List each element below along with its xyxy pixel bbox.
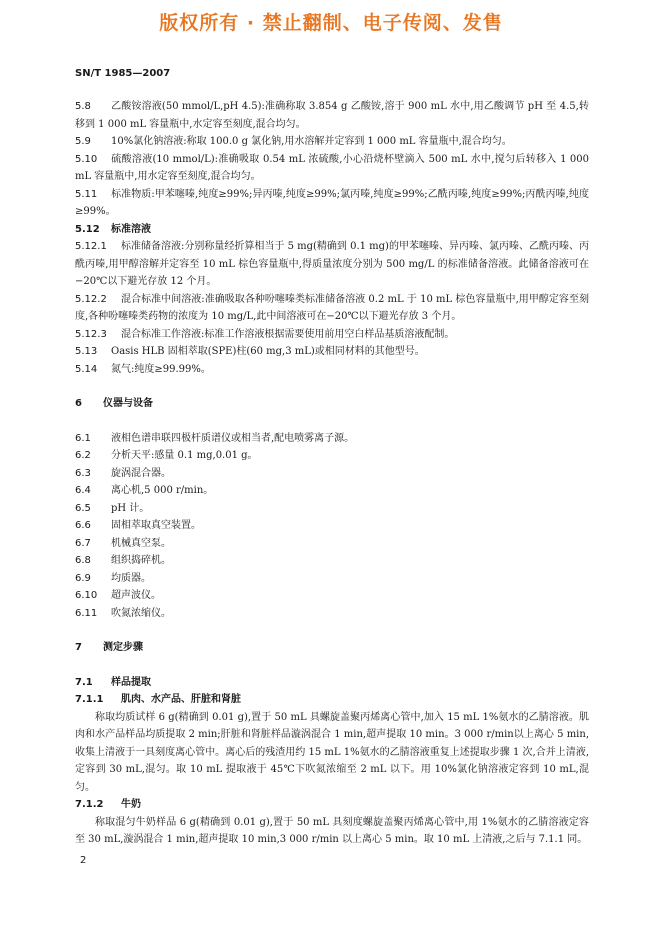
clause-item [75, 447, 589, 465]
clause-number: 5.12.2 [75, 293, 107, 305]
subsection-title: 牛奶 [121, 799, 141, 810]
clause-text: 分析天平:感量 0.1 mg,0.01 g。 [111, 450, 258, 461]
clause-text: Oasis HLB 固相萃取(SPE)柱(60 mg,3 mL)或相同材料的其他型号。 [111, 346, 425, 357]
clause-item [75, 151, 589, 186]
paragraph-7-1-2: 称取混匀牛奶样品 6 g(精确到 0.01 g),置于 50 mL 具刻度螺旋盖聚丙烯离心管中,用 1%氨水的乙腈溶液定容至 30 mL,漩涡混合 1 min,超声提取 10 min,3 000 r/min 以上离心 5 min。取 10 mL 上清液,之后与 7.1.1 同。 [75, 816, 589, 845]
section-7-heading [75, 639, 589, 657]
clause-item [75, 361, 589, 379]
clause-text: 均质器。 [111, 572, 151, 584]
clause-number: 6.4 [75, 485, 91, 496]
clause-text: 吹氮浓缩仪。 [111, 607, 171, 619]
page-number: 2 [80, 855, 87, 866]
clause-number: 6.1 [75, 432, 91, 444]
section-6-heading [75, 395, 589, 413]
clause-number: 6.5 [75, 502, 91, 514]
subsection-7-1-1-heading [75, 691, 589, 709]
clause-number: 6.3 [75, 467, 91, 479]
clause-number: 5.12 [75, 223, 100, 235]
subsection-number: 7.1.2 [75, 799, 104, 810]
clause-text: 氮气:纯度≥99.99%。 [111, 363, 211, 375]
document-body [75, 98, 589, 849]
clause-number: 5.12.1 [75, 241, 107, 252]
clause-text: 组织捣碎机。 [111, 555, 171, 566]
clause-item [75, 186, 589, 221]
clause-item [75, 500, 589, 518]
clause-item [75, 465, 589, 483]
clause-text: 固相萃取真空装置。 [111, 520, 201, 531]
clause-text: 乙酸铵溶液(50 mmol/L,pH 4.5):准确称取 3.854 g 乙酸铵,溶于 900 mL 水中,用乙酸调节 pH 至 4.5,转移到 1 000 mL 容量瓶中,水定容至刻度,混合均匀。 [75, 101, 589, 130]
clause-number: 6.10 [75, 590, 98, 601]
subsection-7-1-heading [75, 674, 589, 692]
clause-item [75, 535, 589, 553]
clause-number: 6.9 [75, 572, 91, 584]
subsection-number: 7.1.1 [75, 694, 104, 705]
clause-text: 机械真空泵。 [111, 537, 171, 549]
clause-text: pH 计。 [111, 502, 150, 514]
clause-number: 5.13 [75, 346, 98, 357]
clause-item [75, 291, 589, 326]
copyright-banner: 版权所有 · 禁止翻制、电子传阅、发售 [159, 12, 503, 34]
clause-item [75, 326, 589, 344]
section-5-items [75, 98, 589, 378]
clause-text: 旋涡混合器。 [111, 467, 171, 479]
subsection-title: 样品提取 [111, 676, 151, 688]
clause-text: 超声波仪。 [111, 590, 161, 601]
clause-text: 标准溶液 [111, 223, 151, 235]
standard-code: SN/T 1985—2007 [75, 68, 171, 79]
clause-text: 混合标准工作溶液:标准工作溶液根据需要使用前用空白样品基质溶液配制。 [121, 328, 455, 340]
section-6-items [75, 430, 589, 623]
clause-text: 硫酸溶液(10 mmol/L):准确吸取 0.54 mL 浓硫酸,小心沿烧杯壁滴入 500 mL 水中,搅匀后转移入 1 000 mL 容量瓶中,用水定容至刻度,混合均匀。 [75, 153, 589, 182]
clause-item [75, 517, 589, 535]
clause-number: 5.9 [75, 136, 91, 147]
clause-text: 10%氯化钠溶液:称取 100.0 g 氯化钠,用水溶解并定容到 1 000 mL 容量瓶中,混合均匀。 [111, 136, 512, 147]
section-title: 测定步骤 [103, 642, 143, 653]
section-number: 6 [75, 398, 82, 409]
clause-number: 6.8 [75, 555, 91, 566]
clause-text: 混合标准中间溶液:准确吸取各种吩噻嗪类标准储备溶液 0.2 mL 于 10 mL 棕色容量瓶中,用甲醇定容至刻度,各种吩噻嗪类药物的浓度为 10 mg/L,此中间溶液可在−20℃以下避光存放 3 个月。 [75, 293, 589, 322]
clause-text: 液相色谱串联四极杆质谱仪或相当者,配电喷雾离子源。 [111, 432, 355, 444]
clause-item [75, 552, 589, 570]
clause-number: 5.8 [75, 101, 91, 112]
subsection-7-1-2-heading [75, 796, 589, 814]
clause-text: 标准储备溶液:分别称量经折算相当于 5 mg(精确到 0.1 mg)的甲苯噻嗪、异丙嗪、氯丙嗪、乙酰丙嗪、丙酰丙嗪,用甲醇溶解并定容至 10 mL 棕色容量瓶中,得质量浓度分别为 500 mg/L 的标准储备溶液。此储备溶液可在−20℃以下避光存放 12 个月。 [75, 241, 589, 287]
clause-number: 6.7 [75, 537, 91, 549]
section-title: 仪器与设备 [103, 398, 153, 409]
paragraph-7-1-1: 称取均质试样 6 g(精确到 0.01 g),置于 50 mL 具螺旋盖聚丙烯离心管中,加入 15 mL 1%氨水的乙腈溶液。肌肉和水产品样品均质提取 2 min;肝脏和肾脏样品漩涡混合 1 min,超声提取 10 min。3 000 r/min以上离心 5 min,收集上清液于一具刻度离心管中。离心后的残渣用约 15 mL 1%氨水的乙腈溶液重复上述提取步骤 1 次,合并上清液,定容到 30 mL,混匀。取 10 mL 提取液于 45℃下吹氮浓缩至 2 mL 以下。用 10%氯化钠溶液定容到 10 mL,混匀。 [75, 711, 589, 793]
clause-item [75, 482, 589, 500]
clause-item [75, 605, 589, 623]
clause-number: 6.11 [75, 607, 98, 619]
clause-number: 5.14 [75, 363, 98, 375]
clause-item [75, 133, 589, 151]
clause-item [75, 221, 589, 239]
clause-text: 离心机,5 000 r/min。 [111, 485, 214, 496]
clause-number: 6.6 [75, 520, 91, 531]
clause-item [75, 587, 589, 605]
section-number: 7 [75, 642, 82, 653]
subsection-number: 7.1 [75, 676, 93, 688]
clause-item [75, 570, 589, 588]
clause-number: 5.12.3 [75, 328, 107, 340]
clause-text: 标准物质:甲苯噻嗪,纯度≥99%;异丙嗪,纯度≥99%;氯丙嗪,纯度≥99%;乙酰丙嗪,纯度≥99%;丙酰丙嗪,纯度≥99%。 [75, 188, 589, 217]
clause-number: 6.2 [75, 450, 91, 461]
subsection-title: 肌肉、水产品、肝脏和肾脏 [121, 694, 241, 705]
clause-item [75, 238, 589, 291]
clause-number: 5.10 [75, 153, 98, 165]
clause-item [75, 343, 589, 361]
clause-number: 5.11 [75, 188, 98, 200]
clause-item [75, 98, 589, 133]
clause-item [75, 430, 589, 448]
